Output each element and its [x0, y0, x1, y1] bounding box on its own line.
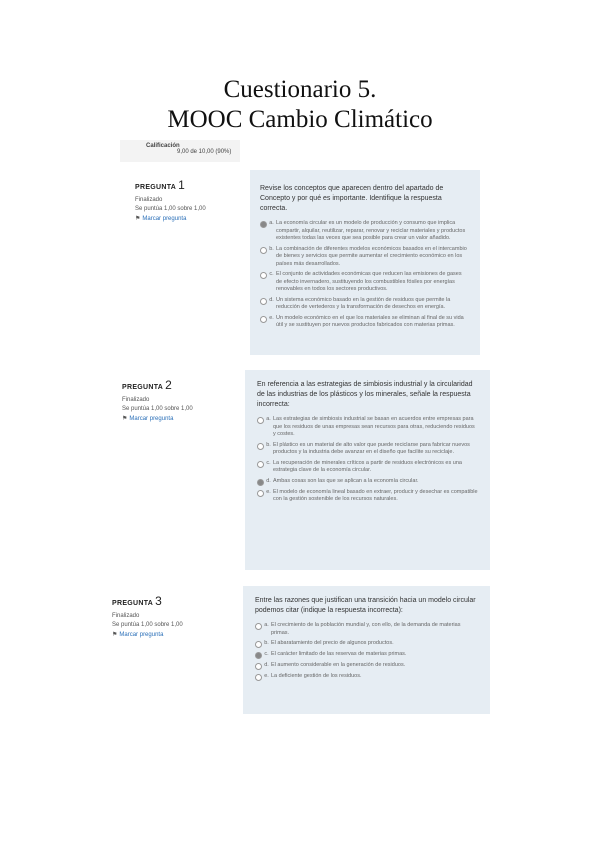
question-content-1 [250, 170, 480, 355]
title-line-1: Cuestionario 5. [223, 76, 377, 103]
option-letter: a. [264, 622, 269, 628]
radio-button[interactable] [255, 663, 262, 670]
radio-button[interactable] [255, 623, 262, 630]
option-text: La combinación de diferentes modelos económicos basados en el intercambio de bienes y servicios que permite aumentar el crecimiento económico en los países más desarrollados. [276, 245, 467, 267]
flag-icon: ⚑ [122, 416, 128, 422]
option-text: El conjunto de actividades económicas que reducen las emisiones de gases de efecto invernadero, sustituyendo los combustibles fósiles por energías renovables en todos los sectores productivos. [276, 271, 462, 292]
flag-label: Marcar pregunta [119, 632, 164, 638]
option-text: La recuperación de minerales críticos a partir de residuos electrónicos es una estrategia clave de la economía circular. [273, 459, 462, 473]
question-score: Se puntúa 1,00 sobre 1,00 [112, 622, 183, 628]
option-letter: b. [264, 640, 269, 646]
question-text: Entre las razones que justifican una transición hacia un modelo circular podemos citar (indique la respuesta incorrecta): [255, 597, 476, 614]
option-letter: e. [266, 488, 271, 495]
question-info-3 [112, 594, 222, 641]
flag-icon: ⚑ [135, 216, 141, 222]
question-content-2 [245, 370, 490, 570]
answer-option[interactable] [260, 315, 468, 330]
question-content-3 [243, 586, 490, 714]
radio-button[interactable] [260, 316, 267, 323]
question-number: 2 [165, 378, 173, 392]
option-text: Las estrategias de simbiosis industrial se basan en acuerdos entre empresas para que los residuos de unas empresas sean recursos para otras, reduciendo residuos y costes. [273, 416, 475, 437]
option-text: El plástico es un material de alto valor que puede reciclarse para fabricar nuevos productos y la industria debe avanzar en el diseño que facilite su reciclaje. [273, 441, 470, 455]
option-text: Un modelo económico en el que los materiales se eliminan al final de su vida útil y se sustituyen por nuevos productos fabricados con materias primas. [276, 314, 464, 328]
grade-value: 9,00 de 10,00 (90%) [177, 149, 232, 155]
option-letter: c. [269, 271, 274, 277]
option-letter: e. [264, 673, 269, 679]
option-text: El modelo de economía lineal basado en extraer, producir y desechar es compatible con la gestión sostenible de los recursos naturales. [273, 488, 478, 502]
option-letter: c. [264, 651, 269, 657]
answer-option[interactable] [257, 489, 478, 504]
question-status: Finalizado [112, 613, 140, 619]
option-text: El carácter limitado de las reservas de materias primas. [271, 651, 407, 657]
flag-icon: ⚑ [112, 632, 118, 638]
question-info-2 [122, 378, 222, 425]
option-letter: b. [266, 441, 271, 448]
option-text: El crecimiento de la población mundial y, con ello, de la demanda de materias primas. [271, 622, 461, 636]
answer-option[interactable] [260, 246, 468, 269]
option-text: El abaratamiento del precio de algunos productos. [271, 640, 394, 646]
radio-button[interactable] [257, 461, 264, 468]
flag-question-link[interactable] [122, 415, 222, 422]
option-text: Ambas cosas son las que se aplican a la economía circular. [273, 477, 419, 484]
option-letter: d. [264, 662, 269, 668]
option-letter: b. [269, 245, 274, 252]
option-letter: d. [269, 296, 274, 303]
option-letter: c. [266, 459, 271, 466]
question-status: Finalizado [135, 197, 163, 203]
answer-option[interactable] [257, 478, 478, 486]
radio-button[interactable] [255, 641, 262, 648]
grade-summary [120, 140, 240, 162]
option-text: Un sistema económico basado en la gestión de residuos que permite la reducción de vertederos y la transformación de desechos en energía. [276, 296, 451, 310]
radio-button[interactable] [255, 674, 262, 681]
question-info-1 [135, 178, 225, 225]
radio-button-selected[interactable] [257, 479, 264, 486]
option-letter: a. [269, 220, 274, 226]
flag-question-link[interactable] [135, 215, 225, 222]
document-title [0, 75, 600, 135]
question-number: 3 [155, 594, 163, 608]
answer-option[interactable] [255, 673, 478, 681]
option-letter: e. [269, 314, 274, 321]
grade-label: Calificación [146, 143, 180, 149]
question-text: Revise los conceptos que aparecen dentro del apartado de Concepto y por qué es importante. Identifique la respuesta correcta. [260, 185, 444, 212]
flag-label: Marcar pregunta [142, 216, 187, 222]
answer-option[interactable] [255, 651, 478, 659]
answer-option[interactable] [255, 662, 478, 670]
option-text: La economía circular es un modelo de producción y consumo que implica compartir, alquilar, reutilizar, reparar, renovar y reciclar materiales y productos existentes todas las veces que sea posible para crear un valor añadido. [276, 220, 466, 241]
answer-option[interactable] [260, 297, 468, 312]
question-label: PREGUNTA [112, 600, 154, 607]
radio-button[interactable] [257, 490, 264, 497]
answer-option[interactable] [257, 460, 478, 475]
question-text: En referencia a las estrategias de simbiosis industrial y la circularidad de las industrias de los plásticos y los minerales, señale la respuesta incorrecta: [257, 381, 473, 408]
option-text: La deficiente gestión de los residuos. [271, 673, 362, 679]
question-label: PREGUNTA [122, 384, 164, 391]
radio-button[interactable] [260, 272, 267, 279]
flag-question-link[interactable] [112, 631, 222, 638]
answer-option[interactable] [260, 271, 468, 294]
question-score: Se puntúa 1,00 sobre 1,00 [135, 206, 206, 212]
option-letter: a. [266, 416, 271, 422]
radio-button[interactable] [260, 247, 267, 254]
title-line-2: MOOC Cambio Climático [167, 106, 433, 133]
radio-button-selected[interactable] [260, 221, 267, 228]
question-number: 1 [178, 178, 186, 192]
radio-button[interactable] [260, 298, 267, 305]
flag-label: Marcar pregunta [129, 416, 174, 422]
answer-option[interactable] [257, 416, 478, 439]
answer-option[interactable] [257, 442, 478, 457]
radio-button[interactable] [257, 417, 264, 424]
option-text: El aumento considerable en la generación de residuos. [271, 662, 406, 668]
radio-button-selected[interactable] [255, 652, 262, 659]
radio-button[interactable] [257, 443, 264, 450]
answer-option[interactable] [260, 220, 468, 243]
question-score: Se puntúa 1,00 sobre 1,00 [122, 406, 193, 412]
answer-option[interactable] [255, 622, 478, 637]
option-letter: d. [266, 477, 271, 484]
question-status: Finalizado [122, 397, 150, 403]
question-label: PREGUNTA [135, 184, 177, 191]
answer-option[interactable] [255, 640, 478, 648]
